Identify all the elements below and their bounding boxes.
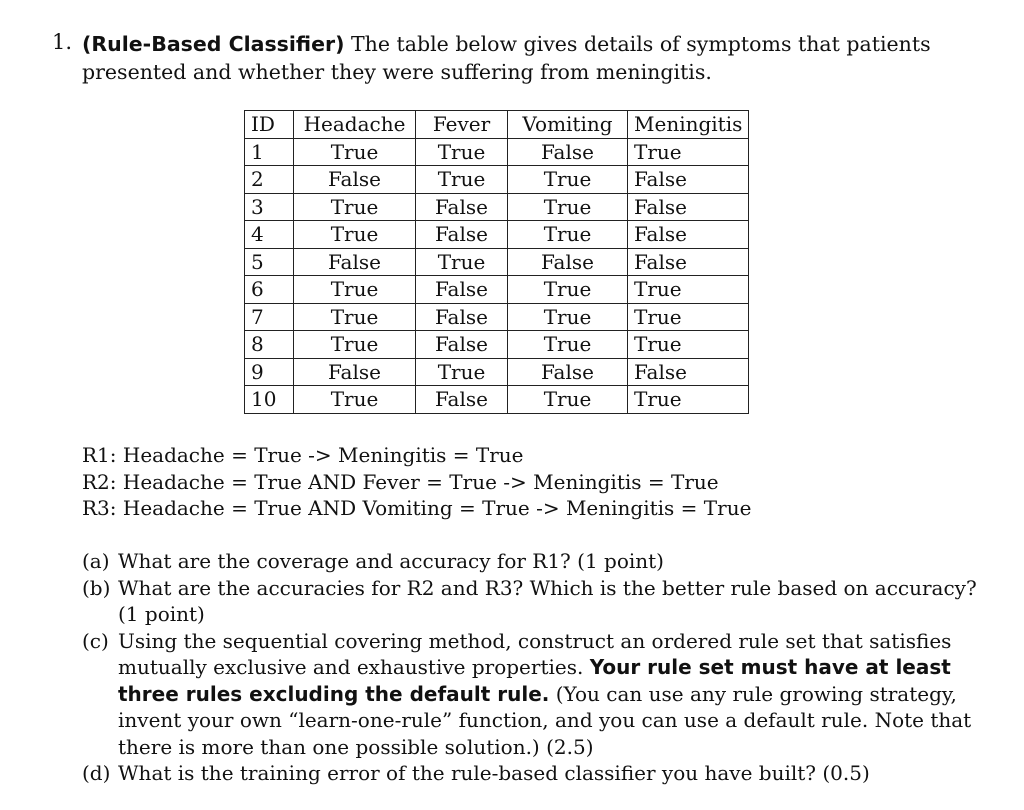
rules-list <box>82 442 751 522</box>
cell-id: 2 <box>245 166 294 194</box>
cell-meningitis: False <box>628 221 749 249</box>
cell-meningitis: False <box>628 193 749 221</box>
question-label: (a) <box>82 549 110 573</box>
question-text: Using the sequential covering method, construct an ordered rule set that satisfies mutually exclusive and exhaustive properties. <box>118 628 952 679</box>
rule-r1: R1: Headache = True -> Meningitis = True <box>82 443 524 467</box>
cell-vomiting: False <box>508 138 628 166</box>
cell-headache: True <box>294 221 416 249</box>
table-row <box>245 386 749 414</box>
table-row <box>245 358 749 386</box>
cell-id: 1 <box>245 138 294 166</box>
cell-meningitis: True <box>628 138 749 166</box>
cell-vomiting: True <box>508 303 628 331</box>
question-d <box>82 760 982 787</box>
cell-fever: False <box>416 193 508 221</box>
question-text: What are the coverage and accuracy for R1? (1 point) <box>118 549 664 573</box>
cell-fever: False <box>416 386 508 414</box>
cell-id: 5 <box>245 248 294 276</box>
cell-headache: True <box>294 303 416 331</box>
cell-meningitis: False <box>628 358 749 386</box>
cell-fever: True <box>416 138 508 166</box>
question-a <box>82 548 982 575</box>
cell-vomiting: False <box>508 358 628 386</box>
cell-vomiting: True <box>508 276 628 304</box>
cell-meningitis: True <box>628 386 749 414</box>
cell-vomiting: False <box>508 248 628 276</box>
rule-r3: R3: Headache = True AND Vomiting = True -> Meningitis = True <box>82 496 752 520</box>
header-id: ID <box>245 111 294 139</box>
cell-meningitis: True <box>628 303 749 331</box>
cell-vomiting: True <box>508 166 628 194</box>
cell-headache: False <box>294 166 416 194</box>
question-label: (d) <box>82 761 111 785</box>
cell-headache: True <box>294 276 416 304</box>
table-row <box>245 331 749 359</box>
cell-id: 8 <box>245 331 294 359</box>
question-text: What are the accuracies for R2 and R3? Which is the better rule based on accuracy? (1 point) <box>118 575 977 626</box>
symptoms-table <box>244 110 749 414</box>
table-row <box>245 221 749 249</box>
table-row <box>245 138 749 166</box>
table-header-row <box>245 111 749 139</box>
cell-fever: True <box>416 248 508 276</box>
cell-id: 6 <box>245 276 294 304</box>
cell-vomiting: True <box>508 386 628 414</box>
cell-fever: False <box>416 276 508 304</box>
cell-headache: True <box>294 386 416 414</box>
cell-fever: False <box>416 331 508 359</box>
table-row <box>245 276 749 304</box>
table-row <box>245 303 749 331</box>
problem-title: (Rule-Based Classifier) <box>82 32 345 56</box>
question-text: What is the training error of the rule-based classifier you have built? (0.5) <box>118 761 870 785</box>
cell-headache: True <box>294 138 416 166</box>
cell-vomiting: True <box>508 193 628 221</box>
cell-headache: True <box>294 193 416 221</box>
problem-intro-text: The table below gives details of symptoms that patients presented and whether they were suffering from meningitis. <box>82 32 931 84</box>
cell-vomiting: True <box>508 331 628 359</box>
cell-headache: True <box>294 331 416 359</box>
header-headache: Headache <box>294 111 416 139</box>
cell-headache: False <box>294 358 416 386</box>
cell-fever: True <box>416 166 508 194</box>
question-b <box>82 575 982 628</box>
cell-fever: True <box>416 358 508 386</box>
cell-id: 7 <box>245 303 294 331</box>
cell-vomiting: True <box>508 221 628 249</box>
question-bold-text: Your rule set must have at least three rules excluding the default rule. <box>118 655 951 706</box>
cell-meningitis: False <box>628 166 749 194</box>
table-row <box>245 248 749 276</box>
header-meningitis: Meningitis <box>628 111 749 139</box>
rule-r2: R2: Headache = True AND Fever = True -> Meningitis = True <box>82 469 719 494</box>
cell-fever: False <box>416 221 508 249</box>
cell-id: 9 <box>245 358 294 386</box>
header-vomiting: Vomiting <box>508 111 628 139</box>
table-row <box>245 166 749 194</box>
question-text-continued: (You can use any rule growing strategy, invent your own “learn-one-rule” function, and you can use a default rule. Note that there is more than one possible solution.) (2.5) <box>118 681 972 759</box>
question-label: (b) <box>82 575 111 600</box>
cell-id: 10 <box>245 386 294 414</box>
problem-number: 1. <box>52 30 73 54</box>
cell-meningitis: False <box>628 248 749 276</box>
question-c <box>82 628 982 761</box>
problem-intro <box>82 30 982 86</box>
cell-id: 3 <box>245 193 294 221</box>
table-row <box>245 193 749 221</box>
cell-id: 4 <box>245 221 294 249</box>
questions-list <box>82 548 982 787</box>
cell-fever: False <box>416 303 508 331</box>
header-fever: Fever <box>416 111 508 139</box>
cell-headache: False <box>294 248 416 276</box>
cell-meningitis: True <box>628 331 749 359</box>
question-label: (c) <box>82 628 109 653</box>
cell-meningitis: True <box>628 276 749 304</box>
